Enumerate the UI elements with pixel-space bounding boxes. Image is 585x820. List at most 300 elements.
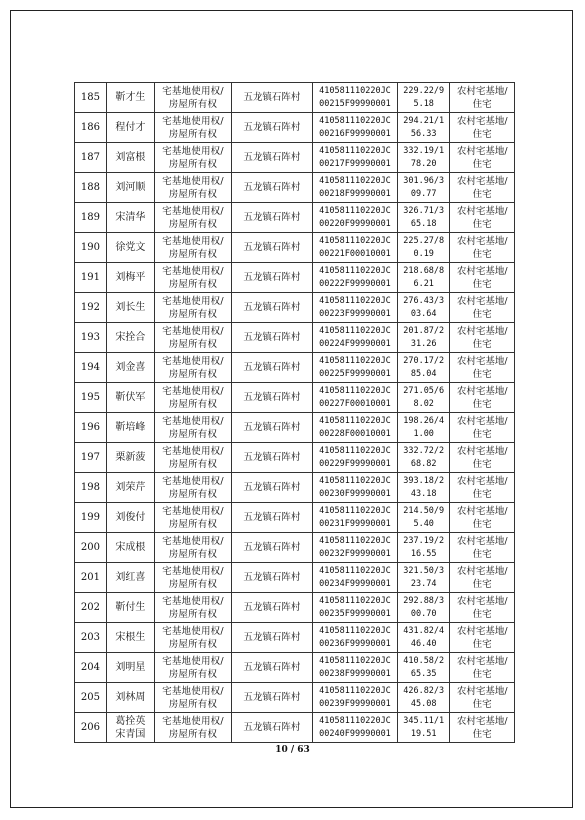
land-use-cell (450, 173, 515, 203)
owner-name-line: 刘红喜 (115, 572, 146, 583)
unit-code-cell (312, 683, 397, 713)
land-use-cell (450, 383, 515, 413)
right-type-line: 宅基地使用权/ (162, 715, 224, 727)
area-cell (398, 293, 450, 323)
area-line: 332.72/2 (403, 445, 445, 456)
owner-name-line: 宋成根 (115, 542, 146, 553)
unit-code-line: 00234F99990001 (319, 578, 391, 589)
location-cell: 五龙镇石阵村 (231, 623, 312, 653)
unit-code-line: 410581110220JC (319, 115, 391, 126)
area-line: 321.50/3 (403, 565, 445, 576)
unit-code-line: 410581110220JC (319, 415, 391, 426)
right-type-cell (154, 683, 231, 713)
owner-name-cell (106, 323, 154, 353)
owner-name-cell (106, 623, 154, 653)
unit-code-line: 00240F99990001 (319, 728, 391, 739)
area-cell (398, 143, 450, 173)
unit-code-line: 00229F99990001 (319, 458, 391, 469)
land-use-line: 农村宅基地/ (456, 625, 508, 637)
land-use-cell (450, 353, 515, 383)
area-line: 1.00 (413, 428, 434, 439)
area-line: 345.11/1 (403, 715, 445, 726)
owner-name-cell (106, 473, 154, 503)
unit-code-line: 00224F99990001 (319, 338, 391, 349)
unit-code-cell (312, 353, 397, 383)
location-cell: 五龙镇石阵村 (231, 173, 312, 203)
right-type-line: 宅基地使用权/ (162, 325, 224, 337)
unit-code-line: 00228F00010001 (319, 428, 391, 439)
unit-code-line: 00231F99990001 (319, 518, 391, 529)
land-use-line: 住宅 (472, 638, 492, 650)
row-number-cell: 192 (75, 293, 107, 323)
location-cell: 五龙镇石阵村 (231, 503, 312, 533)
land-use-cell (450, 623, 515, 653)
area-line: 0.19 (413, 248, 434, 259)
land-use-line: 农村宅基地/ (456, 655, 508, 667)
location-cell: 五龙镇石阵村 (231, 353, 312, 383)
owner-name-cell (106, 653, 154, 683)
table-row (75, 683, 515, 713)
right-type-line: 房屋所有权 (168, 698, 218, 710)
unit-code-line: 410581110220JC (319, 85, 391, 96)
right-type-line: 宅基地使用权/ (162, 265, 224, 277)
right-type-line: 房屋所有权 (168, 548, 218, 560)
land-use-line: 住宅 (472, 338, 492, 350)
owner-name-line: 靳培峰 (115, 422, 146, 433)
owner-name-line: 刘明星 (115, 662, 146, 673)
land-use-line: 住宅 (472, 248, 492, 260)
owner-name-cell (106, 593, 154, 623)
area-line: 09.77 (410, 188, 437, 199)
area-line: 5.40 (413, 518, 434, 529)
land-use-line: 农村宅基地/ (456, 565, 508, 577)
unit-code-line: 00236F99990001 (319, 638, 391, 649)
area-line: 292.88/3 (403, 595, 445, 606)
location-cell: 五龙镇石阵村 (231, 443, 312, 473)
row-number-cell: 201 (75, 563, 107, 593)
right-type-cell (154, 563, 231, 593)
unit-code-line: 410581110220JC (319, 475, 391, 486)
unit-code-line: 410581110220JC (319, 595, 391, 606)
unit-code-line: 410581110220JC (319, 295, 391, 306)
table-row (75, 143, 515, 173)
table-row (75, 263, 515, 293)
right-type-cell (154, 623, 231, 653)
land-use-line: 住宅 (472, 428, 492, 440)
land-use-line: 农村宅基地/ (456, 325, 508, 337)
right-type-line: 房屋所有权 (168, 98, 218, 110)
area-line: 393.18/2 (403, 475, 445, 486)
land-use-line: 农村宅基地/ (456, 265, 508, 277)
property-registry-table (74, 82, 515, 743)
location-cell: 五龙镇石阵村 (231, 713, 312, 743)
area-line: 198.26/4 (403, 415, 445, 426)
area-line: 301.96/3 (403, 175, 445, 186)
land-use-line: 农村宅基地/ (456, 355, 508, 367)
unit-code-cell (312, 503, 397, 533)
owner-name-line: 刘金喜 (115, 362, 146, 373)
owner-name-cell (106, 233, 154, 263)
unit-code-line: 410581110220JC (319, 145, 391, 156)
owner-name-cell (106, 683, 154, 713)
unit-code-cell (312, 113, 397, 143)
unit-code-cell (312, 473, 397, 503)
right-type-line: 房屋所有权 (168, 608, 218, 620)
unit-code-cell (312, 293, 397, 323)
area-line: 65.35 (410, 668, 437, 679)
unit-code-line: 410581110220JC (319, 565, 391, 576)
unit-code-cell (312, 593, 397, 623)
owner-name-cell (106, 263, 154, 293)
unit-code-line: 00227F00010001 (319, 398, 391, 409)
unit-code-cell (312, 203, 397, 233)
land-use-line: 住宅 (472, 518, 492, 530)
area-cell (398, 113, 450, 143)
land-use-line: 住宅 (472, 368, 492, 380)
owner-name-cell (106, 83, 154, 113)
land-use-line: 住宅 (472, 578, 492, 590)
right-type-cell (154, 503, 231, 533)
location-cell: 五龙镇石阵村 (231, 653, 312, 683)
unit-code-line: 410581110220JC (319, 505, 391, 516)
land-use-line: 住宅 (472, 98, 492, 110)
owner-name-line: 刘林周 (115, 692, 146, 703)
row-number-cell: 191 (75, 263, 107, 293)
area-cell (398, 323, 450, 353)
land-use-cell (450, 323, 515, 353)
right-type-line: 房屋所有权 (168, 308, 218, 320)
right-type-cell (154, 293, 231, 323)
owner-name-line: 刘富根 (115, 152, 146, 163)
table-row (75, 413, 515, 443)
location-cell: 五龙镇石阵村 (231, 593, 312, 623)
right-type-line: 宅基地使用权/ (162, 505, 224, 517)
area-line: 56.33 (410, 128, 437, 139)
unit-code-line: 00218F99990001 (319, 188, 391, 199)
table-row (75, 503, 515, 533)
right-type-line: 房屋所有权 (168, 398, 218, 410)
row-number-cell: 193 (75, 323, 107, 353)
area-cell (398, 173, 450, 203)
owner-name-cell (106, 503, 154, 533)
land-use-line: 农村宅基地/ (456, 685, 508, 697)
unit-code-line: 00239F99990001 (319, 698, 391, 709)
page-number: 10 / 63 (275, 745, 310, 755)
right-type-line: 房屋所有权 (168, 128, 218, 140)
owner-name-line: 宋拴合 (115, 332, 146, 343)
owner-name-line: 栗新菠 (115, 452, 146, 463)
right-type-cell (154, 233, 231, 263)
unit-code-line: 00221F00010001 (319, 248, 391, 259)
unit-code-line: 00215F99990001 (319, 98, 391, 109)
owner-name-cell (106, 293, 154, 323)
unit-code-line: 00230F99990001 (319, 488, 391, 499)
area-line: 271.05/6 (403, 385, 445, 396)
right-type-cell (154, 83, 231, 113)
area-cell (398, 383, 450, 413)
owner-name-line: 刘长生 (115, 302, 146, 313)
unit-code-cell (312, 653, 397, 683)
area-cell (398, 353, 450, 383)
area-line: 45.08 (410, 698, 437, 709)
area-line: 426.82/3 (403, 685, 445, 696)
owner-name-line: 刘荣芹 (115, 482, 146, 493)
area-cell (398, 533, 450, 563)
location-cell: 五龙镇石阵村 (231, 143, 312, 173)
owner-name-cell (106, 173, 154, 203)
registry-table-body (75, 83, 515, 743)
unit-code-line: 410581110220JC (319, 175, 391, 186)
land-use-cell (450, 263, 515, 293)
unit-code-line: 00222F99990001 (319, 278, 391, 289)
location-cell: 五龙镇石阵村 (231, 413, 312, 443)
land-use-cell (450, 233, 515, 263)
area-line: 276.43/3 (403, 295, 445, 306)
right-type-line: 房屋所有权 (168, 668, 218, 680)
row-number-cell: 196 (75, 413, 107, 443)
unit-code-line: 00223F99990001 (319, 308, 391, 319)
land-use-line: 住宅 (472, 278, 492, 290)
land-use-line: 农村宅基地/ (456, 535, 508, 547)
row-number-cell: 188 (75, 173, 107, 203)
right-type-line: 宅基地使用权/ (162, 655, 224, 667)
land-use-cell (450, 533, 515, 563)
land-use-line: 住宅 (472, 728, 492, 740)
right-type-line: 宅基地使用权/ (162, 115, 224, 127)
unit-code-cell (312, 533, 397, 563)
unit-code-line: 00232F99990001 (319, 548, 391, 559)
area-cell (398, 683, 450, 713)
row-number-cell: 202 (75, 593, 107, 623)
right-type-cell (154, 263, 231, 293)
owner-name-line: 宋根生 (115, 632, 146, 643)
owner-name-line: 刘梅平 (115, 272, 146, 283)
area-line: 6.21 (413, 278, 434, 289)
area-line: 431.82/4 (403, 625, 445, 636)
area-line: 43.18 (410, 488, 437, 499)
area-line: 16.55 (410, 548, 437, 559)
row-number-cell: 204 (75, 653, 107, 683)
right-type-cell (154, 323, 231, 353)
right-type-cell (154, 653, 231, 683)
location-cell: 五龙镇石阵村 (231, 233, 312, 263)
area-line: 270.17/2 (403, 355, 445, 366)
owner-name-cell (106, 713, 154, 743)
right-type-cell (154, 443, 231, 473)
owner-name-line: 徐党文 (115, 242, 146, 253)
right-type-line: 宅基地使用权/ (162, 175, 224, 187)
unit-code-cell (312, 233, 397, 263)
table-row (75, 443, 515, 473)
land-use-line: 住宅 (472, 698, 492, 710)
unit-code-line: 00235F99990001 (319, 608, 391, 619)
area-line: 218.68/8 (403, 265, 445, 276)
table-row (75, 653, 515, 683)
unit-code-line: 410581110220JC (319, 445, 391, 456)
right-type-line: 宅基地使用权/ (162, 565, 224, 577)
right-type-line: 宅基地使用权/ (162, 625, 224, 637)
area-cell (398, 563, 450, 593)
right-type-cell (154, 203, 231, 233)
right-type-line: 宅基地使用权/ (162, 85, 224, 97)
right-type-line: 房屋所有权 (168, 188, 218, 200)
owner-name-cell (106, 353, 154, 383)
table-row (75, 563, 515, 593)
area-line: 78.20 (410, 158, 437, 169)
location-cell: 五龙镇石阵村 (231, 563, 312, 593)
right-type-line: 宅基地使用权/ (162, 295, 224, 307)
location-cell: 五龙镇石阵村 (231, 113, 312, 143)
right-type-line: 宅基地使用权/ (162, 445, 224, 457)
unit-code-line: 410581110220JC (319, 685, 391, 696)
unit-code-cell (312, 263, 397, 293)
area-line: 294.21/1 (403, 115, 445, 126)
area-cell (398, 653, 450, 683)
land-use-line: 住宅 (472, 218, 492, 230)
land-use-line: 住宅 (472, 398, 492, 410)
right-type-line: 宅基地使用权/ (162, 595, 224, 607)
location-cell: 五龙镇石阵村 (231, 293, 312, 323)
land-use-line: 农村宅基地/ (456, 115, 508, 127)
unit-code-line: 00225F99990001 (319, 368, 391, 379)
owner-name-cell (106, 533, 154, 563)
land-use-line: 农村宅基地/ (456, 85, 508, 97)
land-use-cell (450, 713, 515, 743)
right-type-cell (154, 473, 231, 503)
area-cell (398, 623, 450, 653)
land-use-cell (450, 443, 515, 473)
unit-code-line: 00238F99990001 (319, 668, 391, 679)
owner-name-cell (106, 143, 154, 173)
area-cell (398, 413, 450, 443)
area-line: 8.02 (413, 398, 434, 409)
row-number-cell: 206 (75, 713, 107, 743)
area-line: 03.64 (410, 308, 437, 319)
land-use-cell (450, 503, 515, 533)
land-use-line: 住宅 (472, 668, 492, 680)
row-number-cell: 203 (75, 623, 107, 653)
land-use-cell (450, 683, 515, 713)
land-use-cell (450, 413, 515, 443)
land-use-cell (450, 203, 515, 233)
land-use-cell (450, 83, 515, 113)
owner-name-line: 葛拴英 (115, 715, 146, 727)
table-row (75, 593, 515, 623)
owner-name-cell (106, 413, 154, 443)
area-cell (398, 83, 450, 113)
right-type-line: 房屋所有权 (168, 338, 218, 350)
right-type-line: 房屋所有权 (168, 158, 218, 170)
unit-code-line: 00216F99990001 (319, 128, 391, 139)
row-number-cell: 189 (75, 203, 107, 233)
right-type-line: 宅基地使用权/ (162, 205, 224, 217)
land-use-line: 农村宅基地/ (456, 175, 508, 187)
owner-name-cell (106, 113, 154, 143)
unit-code-cell (312, 323, 397, 353)
owner-name-cell (106, 443, 154, 473)
location-cell: 五龙镇石阵村 (231, 683, 312, 713)
land-use-cell (450, 293, 515, 323)
unit-code-line: 410581110220JC (319, 535, 391, 546)
area-line: 5.18 (413, 98, 434, 109)
unit-code-line: 00220F99990001 (319, 218, 391, 229)
right-type-line: 宅基地使用权/ (162, 385, 224, 397)
unit-code-line: 410581110220JC (319, 325, 391, 336)
unit-code-cell (312, 383, 397, 413)
land-use-line: 农村宅基地/ (456, 475, 508, 487)
location-cell: 五龙镇石阵村 (231, 533, 312, 563)
area-line: 85.04 (410, 368, 437, 379)
unit-code-line: 410581110220JC (319, 235, 391, 246)
land-use-cell (450, 593, 515, 623)
right-type-cell (154, 413, 231, 443)
area-line: 23.74 (410, 578, 437, 589)
area-line: 225.27/8 (403, 235, 445, 246)
unit-code-cell (312, 713, 397, 743)
right-type-cell (154, 113, 231, 143)
owner-name-line: 刘俊付 (115, 512, 146, 523)
area-cell (398, 443, 450, 473)
right-type-cell (154, 383, 231, 413)
owner-name-line: 靳才生 (115, 92, 146, 103)
land-use-line: 农村宅基地/ (456, 715, 508, 727)
area-line: 19.51 (410, 728, 437, 739)
land-use-cell (450, 563, 515, 593)
right-type-line: 宅基地使用权/ (162, 355, 224, 367)
unit-code-cell (312, 143, 397, 173)
row-number-cell: 198 (75, 473, 107, 503)
unit-code-cell (312, 623, 397, 653)
land-use-line: 农村宅基地/ (456, 385, 508, 397)
row-number-cell: 194 (75, 353, 107, 383)
row-number-cell: 185 (75, 83, 107, 113)
right-type-line: 宅基地使用权/ (162, 235, 224, 247)
right-type-line: 宅基地使用权/ (162, 685, 224, 697)
right-type-line: 宅基地使用权/ (162, 415, 224, 427)
row-number-cell: 199 (75, 503, 107, 533)
table-row (75, 473, 515, 503)
right-type-line: 房屋所有权 (168, 368, 218, 380)
unit-code-cell (312, 413, 397, 443)
area-line: 229.22/9 (403, 85, 445, 96)
right-type-cell (154, 533, 231, 563)
right-type-line: 房屋所有权 (168, 278, 218, 290)
location-cell: 五龙镇石阵村 (231, 203, 312, 233)
area-cell (398, 233, 450, 263)
location-cell: 五龙镇石阵村 (231, 383, 312, 413)
right-type-line: 房屋所有权 (168, 458, 218, 470)
right-type-line: 房屋所有权 (168, 218, 218, 230)
area-line: 326.71/3 (403, 205, 445, 216)
unit-code-cell (312, 83, 397, 113)
land-use-line: 农村宅基地/ (456, 145, 508, 157)
land-use-line: 农村宅基地/ (456, 235, 508, 247)
unit-code-line: 410581110220JC (319, 355, 391, 366)
area-line: 00.70 (410, 608, 437, 619)
row-number-cell: 200 (75, 533, 107, 563)
right-type-line: 宅基地使用权/ (162, 535, 224, 547)
unit-code-line: 410581110220JC (319, 715, 391, 726)
area-line: 332.19/1 (403, 145, 445, 156)
area-cell (398, 473, 450, 503)
unit-code-cell (312, 563, 397, 593)
land-use-line: 住宅 (472, 308, 492, 320)
right-type-cell (154, 143, 231, 173)
area-cell (398, 203, 450, 233)
land-use-line: 住宅 (472, 488, 492, 500)
right-type-line: 房屋所有权 (168, 728, 218, 740)
location-cell: 五龙镇石阵村 (231, 83, 312, 113)
